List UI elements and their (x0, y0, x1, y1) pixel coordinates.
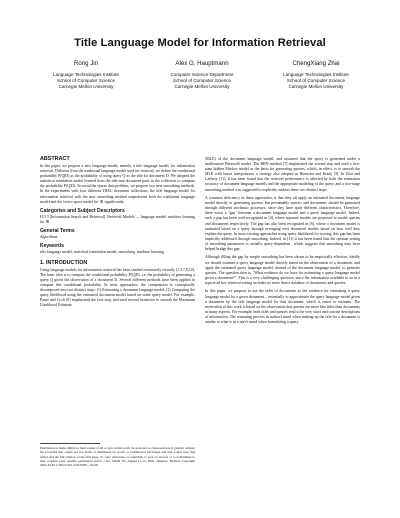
footnote-rule (40, 443, 100, 444)
author-name: ChengXiang Zhai (292, 60, 340, 67)
affiliation-line: Language Technologies Institute (283, 72, 349, 77)
left-column (40, 156, 195, 312)
affiliation-line: School of Computer Science (56, 78, 116, 84)
keywords-text: title language model, statistical translation model, smoothing, machine learning (40, 249, 164, 254)
author-affiliation (264, 72, 368, 90)
author-affiliation (36, 72, 136, 90)
affiliation-line: School of Computer Science (172, 78, 232, 84)
general-terms-heading: General Terms (40, 228, 75, 235)
affiliation-line: Language Technologies Institute (53, 72, 119, 77)
author-affiliation (148, 72, 256, 90)
affiliation-line: Computer Science Department (170, 72, 234, 77)
general-terms-text: Algorithms (40, 234, 58, 239)
body-paragraph: Although filling the gap by simple smoothing has been shown to be empirically effective, ideally we should estimate a query language model directly based on the observation of a document, and apply the estimated query language model, instead of the document language model, to generate queries. The question then is, "What evidence do we have for estimating a query language model given a document?". This is a very challenging question, since the information available to us in a typical ad hoc retrieval setting includes no more than a database of documents and queries. (205, 255, 360, 285)
affiliation-line: School of Computer Science (286, 78, 346, 84)
body-paragraph: (MLE) of the document language model, and assumed that the query is generated under a multivariate Bernoulli model. The BBN method [7] emphasized the second step and used a two-state hidden Markov model as the basis for generating queries, which, in effect, is to smooth the MLE with linear interpolation, a strategy also adopted in Hiemstra and Kraaij [3]. In Zhai and Lafferty [11], it has been found that the retrieval performance is affected by both the estimation accuracy of document language models and the appropriate modeling of the query, and a two-stage smoothing method was suggested to explicitly address these two distinct steps. (205, 157, 360, 192)
author-3 (264, 60, 368, 90)
author-block (36, 60, 366, 110)
author-1 (36, 60, 136, 90)
introduction-heading: 1. INTRODUCTION (40, 259, 88, 266)
author-2 (148, 60, 256, 90)
affiliation-line: Carnegie Mellon University (174, 84, 230, 90)
right-column (205, 157, 360, 328)
abstract-text: In this paper, we propose a new language model, namely, a title language model, for information retrieval. Different from the traditional language model used for retrieval, we define the conditional probability P(Q|D) as the probability of using query Q as the title for document D. We adopted the statistical translation model learned from the title and document pairs in the collection to compute the probability P(Q|D). To avoid the sparse data problem, we propose two new smoothing methods. In the experiments with four different TREC document collections, the title language model for information retrieval with the new smoothing method outperforms both the traditional language model and the vector space model for IR significantly. (40, 164, 195, 204)
affiliation-line: Carnegie Mellon University (288, 84, 344, 90)
author-name: Alex G. Hauptmann (175, 60, 229, 67)
introduction-text: Using language models for information retrieval has been studied extensively recently [1,3,7,8,10]. The basic idea is to compute the conditional probability P(Q|D), i.e. the probability of generating a query Q given the observation of a document D. Several different methods have been applied to compute this conditional probability. In most approaches, the computation is conceptually decomposed into two distinct steps: (1) Estimating a document language model; (2) Computing the query likelihood using the estimated document model based on some query model. For example, Ponte and Croft [8] emphasized the first step, and used several heuristics to smooth the Maximum Likelihood Estimate (40, 267, 195, 308)
affiliation-line: Carnegie Mellon University (58, 84, 114, 90)
paper-title: Title Language Model for Information Retrieval (74, 37, 326, 49)
categories-text: H.3.3 [Information Search and Retrieval]: Retrieval Models — language model; machine learning for IR (40, 214, 195, 224)
copyright-footnote: Permission to make digital or hard copies of all or part of this work for personal or classroom use is granted without fee provided that copies are not made or distributed for profit or commercial advantage and that copies bear this notice and the full citation on the first page. To copy otherwise, or republish, to post on servers or to redistribute to lists, requires prior specific permission and/or a fee. SIGIR '02, August 11-15, 2002, Tampere, Finland. Copyright 2002 ACM 1-58113-561-0/02/0008…$5.00. (40, 446, 195, 468)
keywords-heading: Keywords (40, 243, 64, 250)
body-paragraph: In this paper, we propose to use the titles of documents as the evidence for estimating a query language model for a given document – essentially to approximate the query language model given a document by the title language model for that document, which is easier to estimate. The motivation of this work is based on the observation that queries are more like titles than documents in many aspects. For example, both titles and queries tend to be very short and concise descriptions of information. The reasoning process in author's mind when making up the title for a document is similar to what is in a user's mind when formulating a query (205, 289, 360, 324)
author-name: Rong Jin (73, 60, 99, 67)
abstract-heading: ABSTRACT (40, 156, 70, 162)
categories-heading: Categories and Subject Descriptors (40, 208, 125, 215)
body-paragraph: A common deficiency in these approaches is that they all apply an estimated document language model directly to generating queries, but presumably queries and documents should be generated through different stochastic processes, since they have quite different characteristics. Therefore, there exists a "gap" between a document language model and a query language model. Indeed, such a gap has been well-recognized in [4], where separate models are proposed to model queries and documents respectively. The gap has also been recognized in [6], where a document model is estimated based on a query through averaging over document models based on how well they explain the query. In most existing approaches using query likelihood for scoring, this gap has been implicitly addressed through smoothing. Indeed, in [11] it has been found that the optimal setting of smoothing parameters is actually query-dependent , which suggests that smoothing may have helped bridge this gap. (205, 196, 360, 251)
